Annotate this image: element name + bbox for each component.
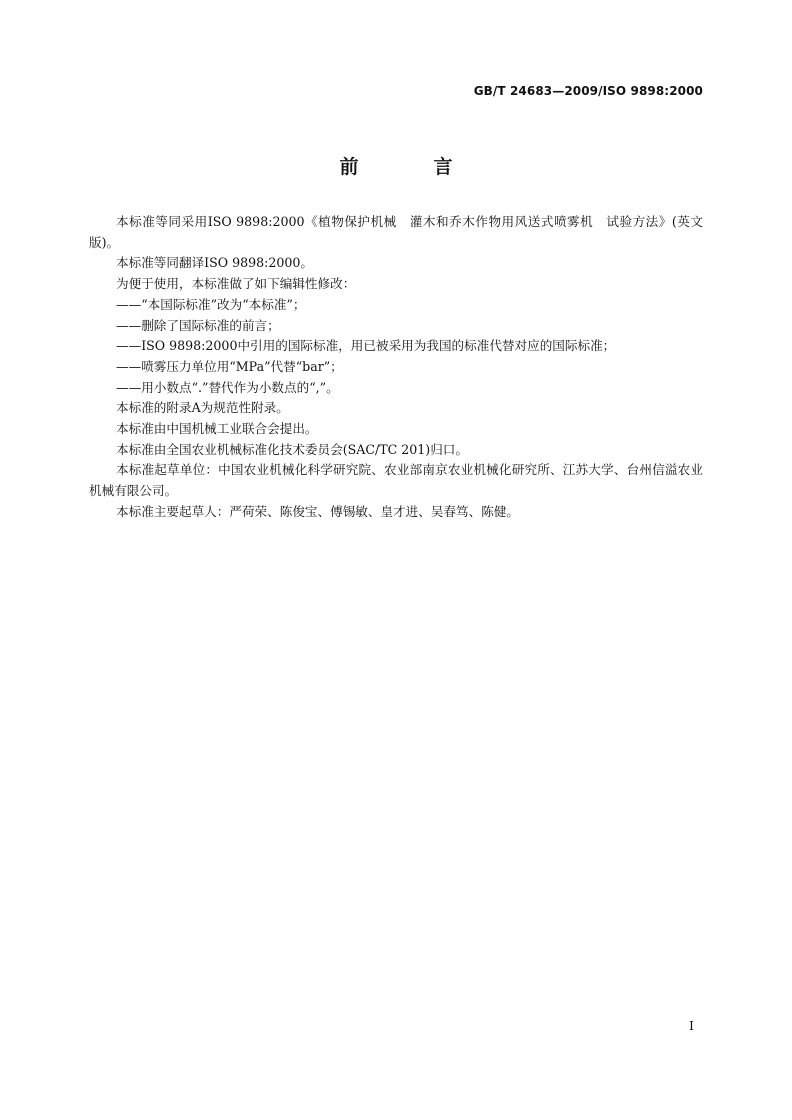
paragraph-drafting-units: 本标准起草单位：中国农业机械化科学研究院、农业部南京农业机械化研究所、江苏大学、台州信溢农业机械有限公司。 <box>89 462 703 499</box>
list-item-edit: ——喷雾压力单位用“MPa”代替“bar”； <box>116 358 343 374</box>
paragraph-annex: 本标准的附录A为规范性附录。 <box>116 400 289 416</box>
paragraph-translation: 本标准等同翻译ISO 9898:2000。 <box>116 255 314 271</box>
paragraph-adoption: 本标准等同采用ISO 9898:2000《植物保护机械 灌木和乔木作物用风送式喷雾机 试验方法》(英文版)。 <box>89 214 703 250</box>
paragraph-proposer: 本标准由中国机械工业联合会提出。 <box>116 421 318 437</box>
foreword-body <box>89 212 703 523</box>
list-item-edit: ——ISO 9898:2000中引用的国际标准，用已被采用为我国的标准代替对应的国际标准； <box>116 338 616 354</box>
paragraph-drafters: 本标准主要起草人：严荷荣、陈俊宝、傅锡敏、皇才进、吴春笃、陈健。 <box>116 503 519 519</box>
list-item-edit: ——用小数点“.”替代作为小数点的“,”。 <box>116 379 339 395</box>
standard-code-header: GB/T 24683—2009/ISO 9898:2000 <box>473 84 703 98</box>
page-title: 前 言 <box>339 156 481 178</box>
paragraph-edits-intro: 为便于使用，本标准做了如下编辑性修改： <box>116 276 356 292</box>
list-item-edit: ——“本国际标准”改为“本标准”； <box>116 296 306 312</box>
list-item-edit: ——删除了国际标准的前言； <box>116 317 280 333</box>
page-number: I <box>689 1018 694 1033</box>
paragraph-committee: 本标准由全国农业机械标准化技术委员会(SAC/TC 201)归口。 <box>116 441 468 457</box>
